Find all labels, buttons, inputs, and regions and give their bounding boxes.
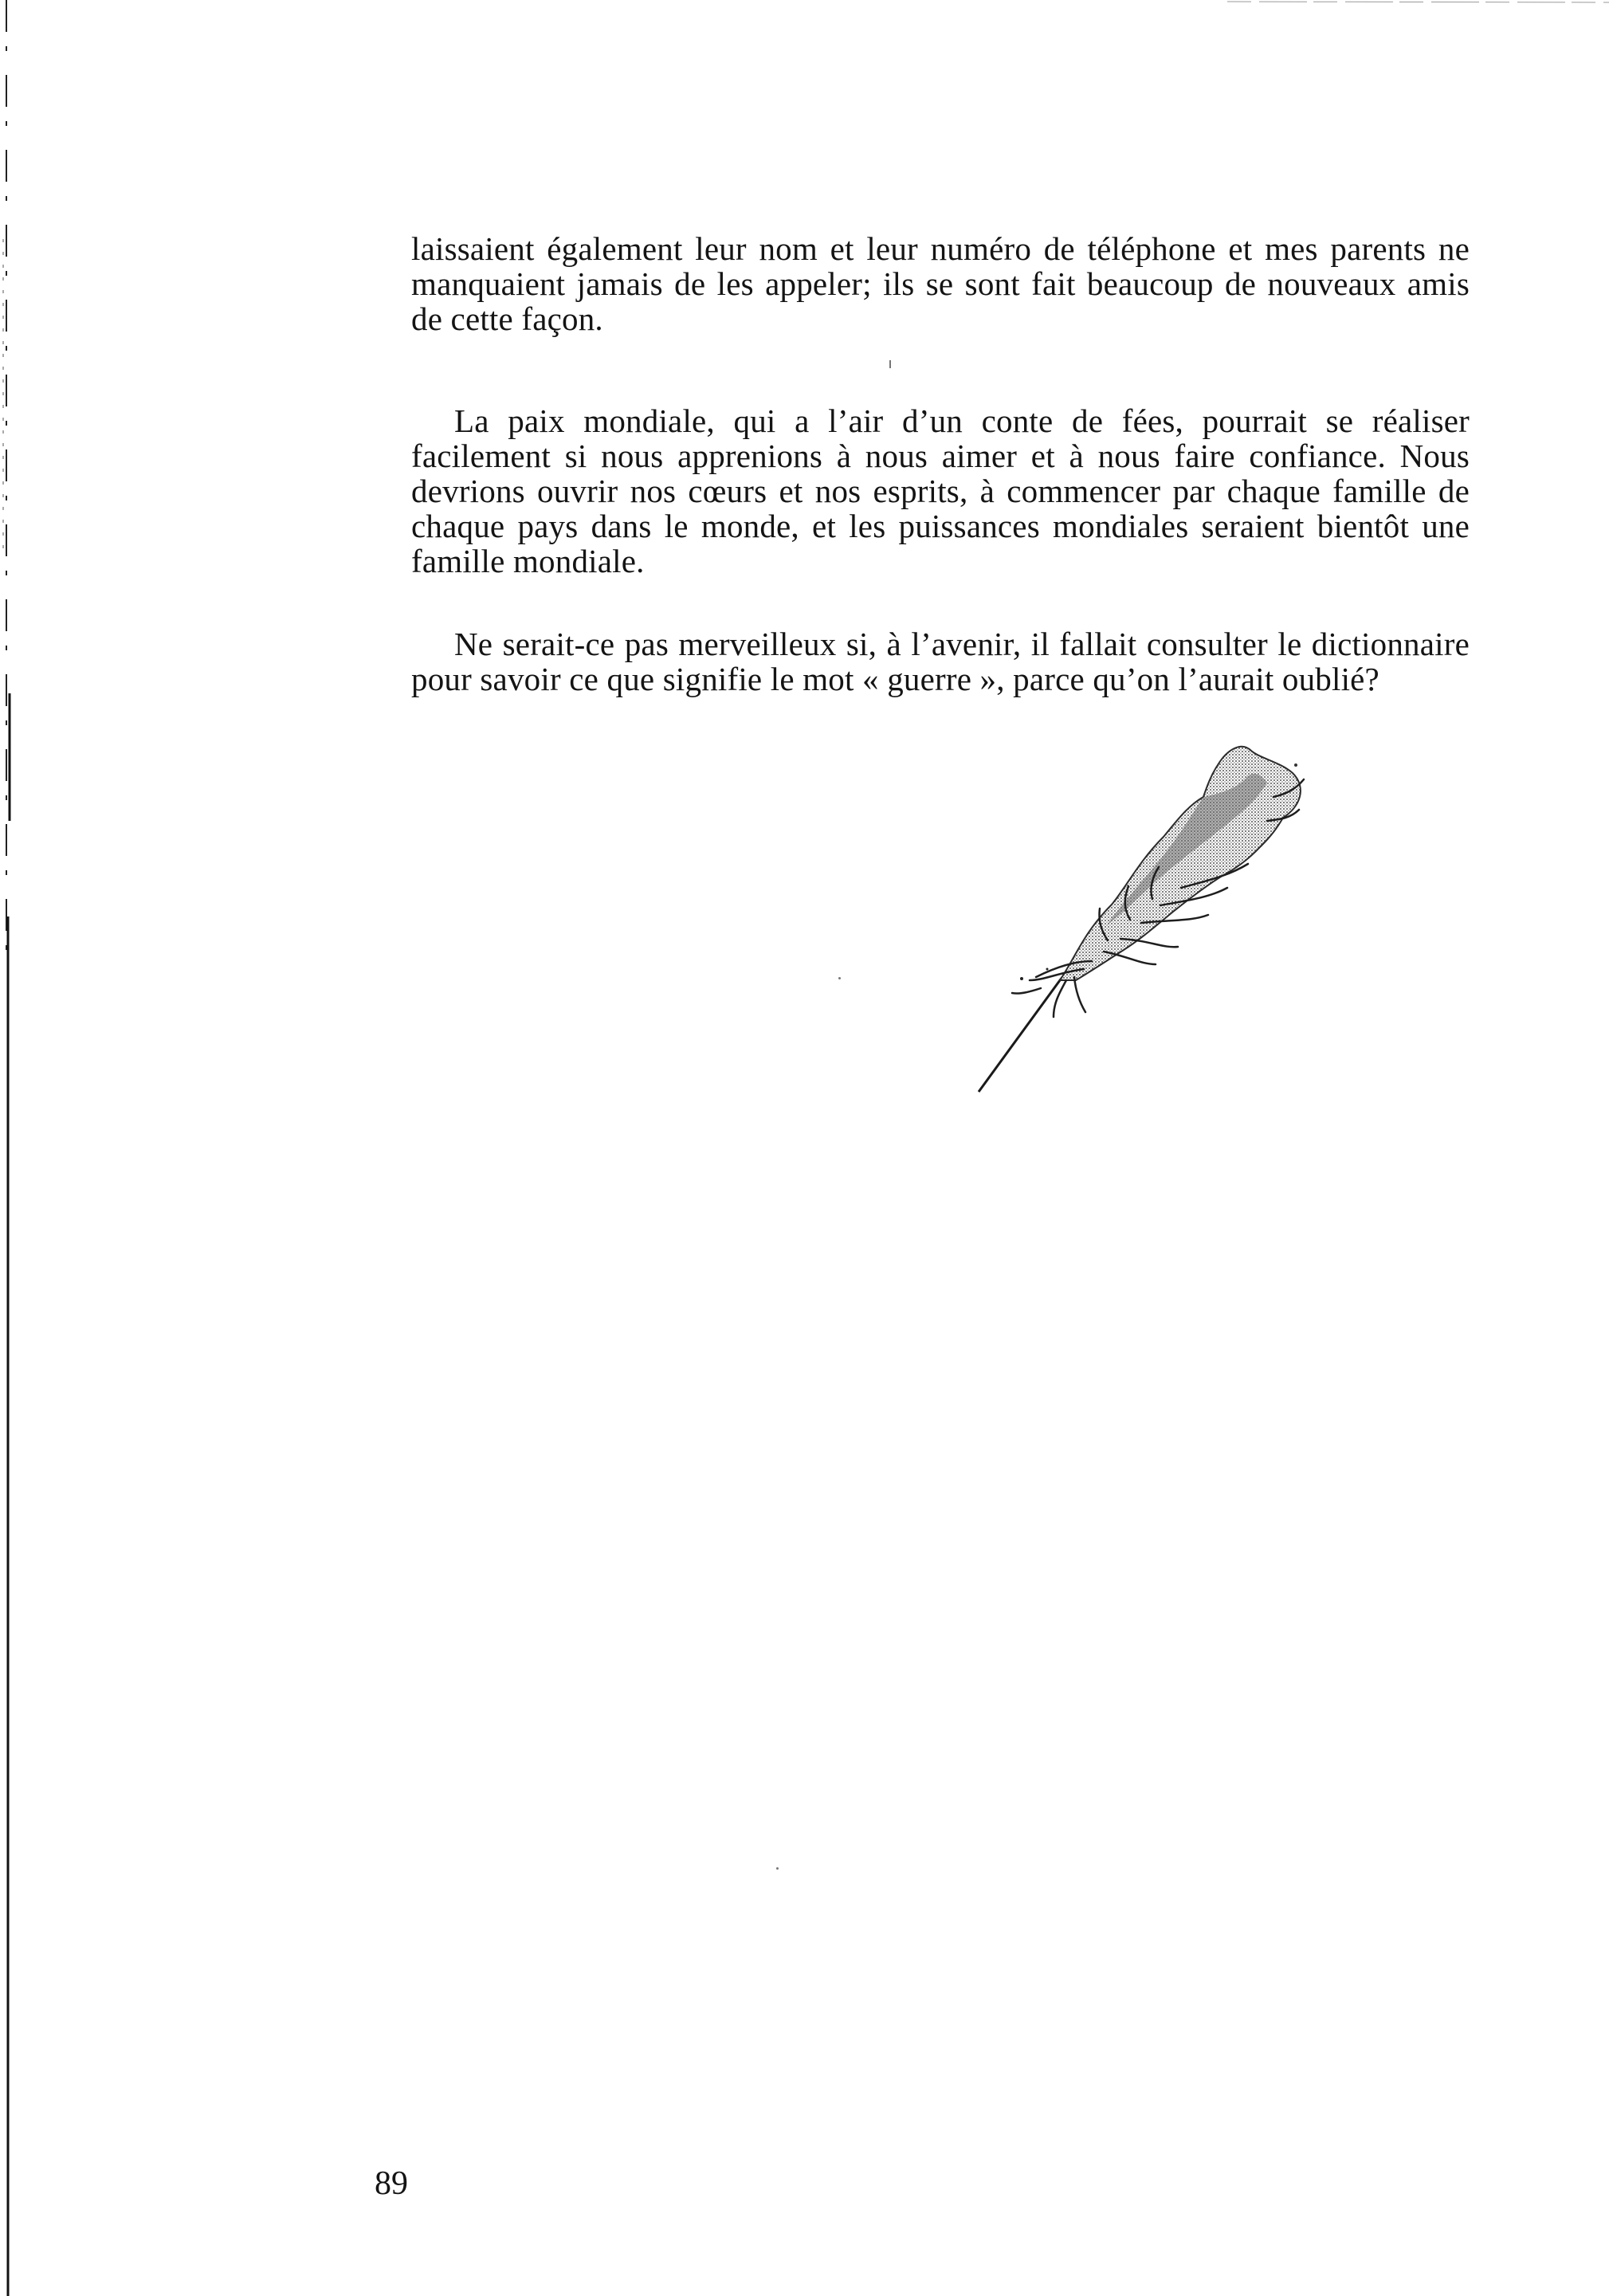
- page-number: 89: [375, 2165, 408, 2202]
- paragraph: laissaient également leur nom et leur numéro de téléphone et mes parents ne manquaient jamais de les appeler; ils se sont fait beaucoup de nouveaux amis de cette façon.: [411, 230, 1470, 337]
- body-text: [411, 231, 1470, 697]
- scan-edge-artifact: [0, 0, 18, 2296]
- feather-quill-icon: [964, 741, 1315, 1100]
- scan-speck: [776, 1867, 779, 1870]
- scan-speck: [889, 360, 891, 368]
- paragraph: La paix mondiale, qui a l’air d’un conte de fées, pourrait se réaliser facilement si nous apprenions à nous aimer et à nous faire confiance. Nous devrions ouvrir nos cœurs et nos esprits, à commencer par chaque famille de chaque pays dans le monde, et les puissances mondiales seraient bientôt une famille mondiale.: [411, 402, 1470, 579]
- scan-speck: [838, 977, 841, 979]
- scan-top-artifact: [1227, 0, 1609, 5]
- paragraph: Ne serait-ce pas merveilleux si, à l’avenir, il fallait consulter le dictionnaire pour savoir ce que signifie le mot « guerre », parce qu’on l’aurait oublié?: [411, 626, 1470, 697]
